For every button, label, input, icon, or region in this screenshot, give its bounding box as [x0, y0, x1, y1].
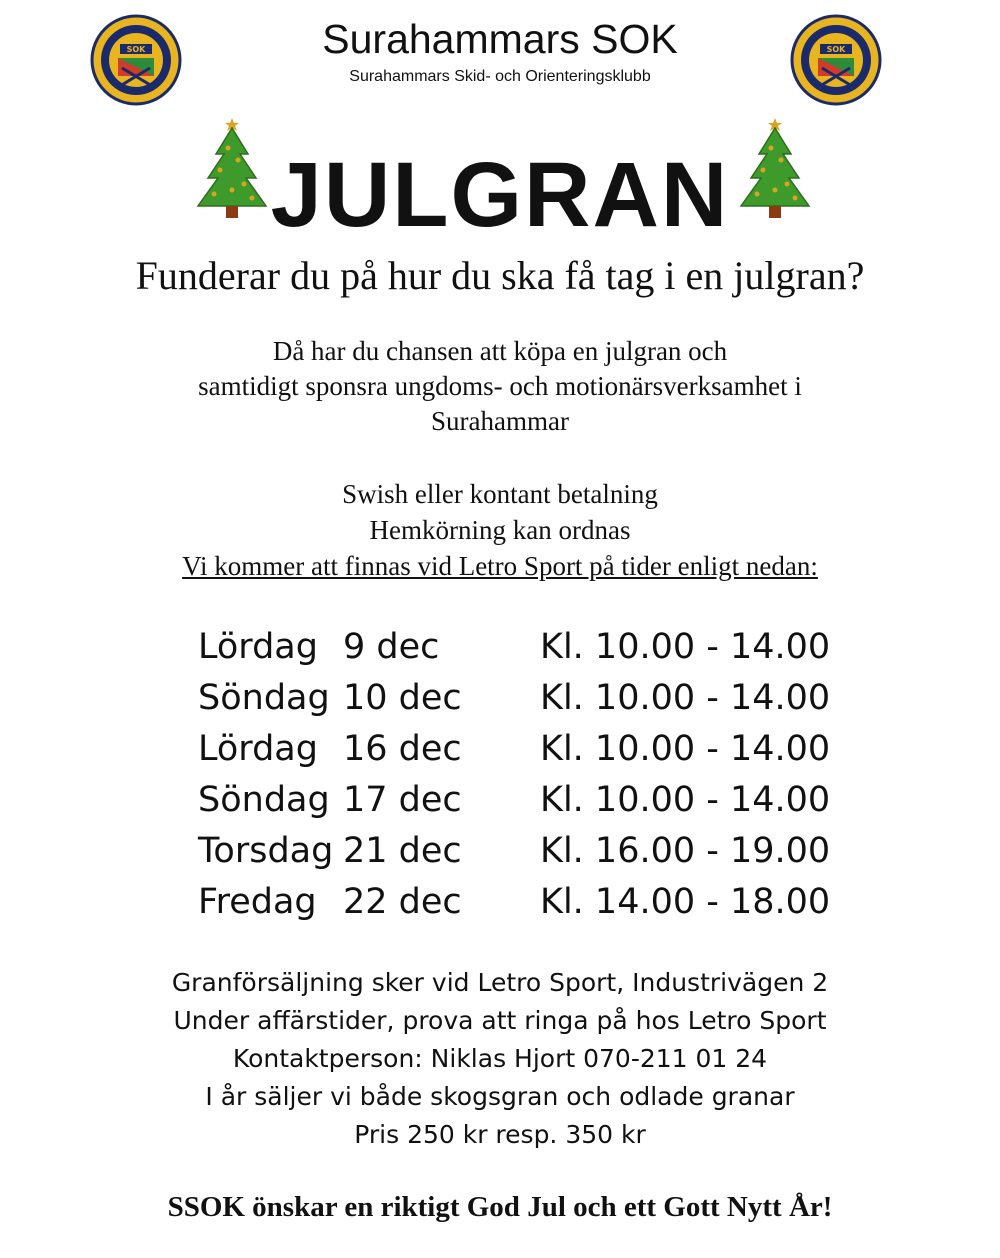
- club-subtitle: Surahammars Skid- och Orienteringsklubb: [349, 68, 651, 85]
- schedule-date: 21 dec: [343, 831, 462, 871]
- schedule-time: Kl. 14.00 - 18.00: [540, 882, 831, 922]
- question-heading: Funderar du på hur du ska få tag i en julgran?: [135, 253, 865, 298]
- schedule-date: 9 dec: [343, 627, 440, 667]
- schedule-row: [198, 826, 838, 877]
- payment-text: [0, 476, 1000, 548]
- schedule-date: 10 dec: [343, 678, 462, 718]
- intro-line: Surahammar: [431, 406, 569, 436]
- location-note-text: Vi kommer att finnas vid Letro Sport på tider enligt nedan:: [182, 551, 818, 581]
- schedule-day: Söndag: [198, 780, 330, 820]
- schedule-time: Kl. 10.00 - 14.00: [540, 627, 831, 667]
- schedule-time: Kl. 10.00 - 14.00: [540, 678, 831, 718]
- svg-text:SOK: SOK: [126, 45, 146, 54]
- schedule-day: Lördag: [198, 729, 318, 769]
- schedule-time: Kl. 16.00 - 19.00: [540, 831, 831, 871]
- info-line: Granförsäljning sker vid Letro Sport, Industrivägen 2: [171, 968, 829, 997]
- schedule-row: [198, 724, 838, 775]
- club-name: Surahammars SOK: [322, 16, 678, 62]
- info-line: I år säljer vi både skogsgran och odlade granar: [205, 1082, 795, 1111]
- schedule-time: Kl. 10.00 - 14.00: [540, 729, 831, 769]
- schedule-row: [198, 622, 838, 673]
- schedule-row: [198, 673, 838, 724]
- sales-schedule: [198, 622, 838, 928]
- info-line: Pris 250 kr resp. 350 kr: [354, 1120, 646, 1149]
- closing-greeting: SSOK önskar en riktigt God Jul och ett Gott Nytt År!: [167, 1191, 833, 1223]
- location-note: [0, 548, 1000, 584]
- schedule-row: [198, 775, 838, 826]
- schedule-date: 16 dec: [343, 729, 462, 769]
- intro-text: [0, 334, 1000, 439]
- svg-text:SOK: SOK: [826, 45, 846, 54]
- schedule-day: Söndag: [198, 678, 330, 718]
- payment-line: Hemkörning kan ordnas: [369, 515, 631, 545]
- info-text: [0, 964, 1000, 1154]
- info-line: Under affärstider, prova att ringa på hos Letro Sport: [173, 1006, 827, 1035]
- schedule-day: Fredag: [198, 882, 317, 922]
- schedule-date: 22 dec: [343, 882, 462, 922]
- schedule-day: Lördag: [198, 627, 318, 667]
- schedule-day: Torsdag: [198, 831, 334, 871]
- schedule-row: [198, 877, 838, 928]
- info-line: Kontaktperson: Niklas Hjort 070-211 01 24: [232, 1044, 768, 1073]
- schedule-date: 17 dec: [343, 780, 462, 820]
- intro-line: Då har du chansen att köpa en julgran och: [272, 336, 728, 366]
- headline: JULGRAN: [270, 144, 730, 246]
- payment-line: Swish eller kontant betalning: [342, 479, 658, 509]
- intro-line: samtidigt sponsra ungdoms- och motionärsverksamhet i: [198, 371, 802, 401]
- schedule-time: Kl. 10.00 - 14.00: [540, 780, 831, 820]
